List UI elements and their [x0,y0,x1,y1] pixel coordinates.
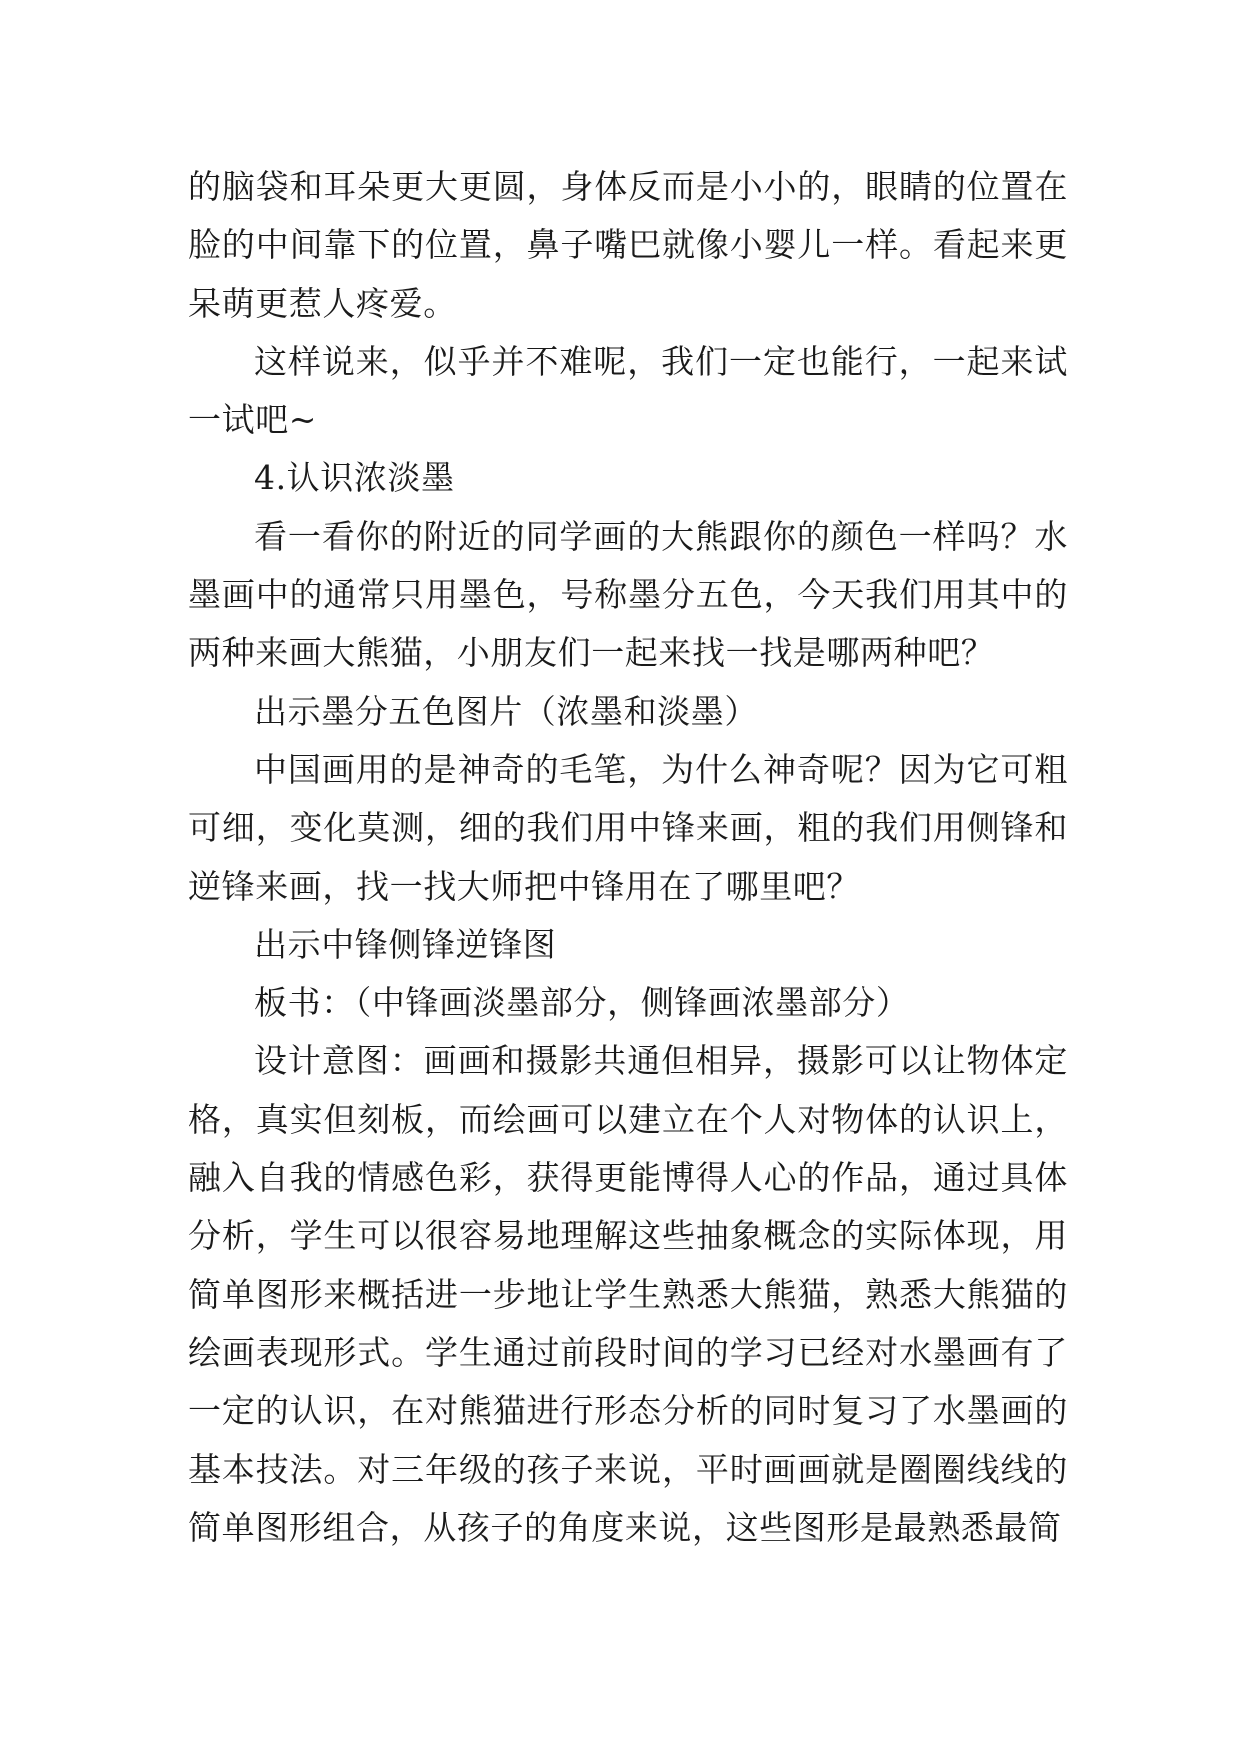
paragraph-design-intent: 设计意图：画画和摄影共通但相异，摄影可以让物体定格，真实但刻板，而绘画可以建立在个人对物体的认识上，融入自我的情感色彩，获得更能博得人心的作品，通过具体分析，学生可以很容易地理解这些抽象概念的实际体现，用简单图形来概括进一步地让学生熟悉大熊猫，熟悉大熊猫的绘画表现形式。学生通过前段时间的学习已经对水墨画有了一定的认识，在对熊猫进行形态分析的同时复习了水墨画的基本技法。对三年级的孩子来说，平时画画就是圈圈线线的简单图形组合，从孩子的角度来说，这些图形是最熟悉最简 [188,1041,1068,1547]
paragraph-try-it: 这样说来，似乎并不难呢，我们一定也能行，一起来试一试吧~ [188,341,1068,440]
paragraph-ink-colors: 看一看你的附近的同学画的大熊跟你的颜色一样吗？水墨画中的通常只用墨色，号称墨分五色，今天我们用其中的两种来画大熊猫，小朋友们一起来找一找是哪两种吧？ [188,516,1068,673]
paragraph-show-brush-image: 出示中锋侧锋逆锋图 [254,924,557,964]
paragraph-brush-techniques: 中国画用的是神奇的毛笔，为什么神奇呢？因为它可粗可细，变化莫测，细的我们用中锋来画，粗的我们用侧锋和逆锋来画，找一找大师把中锋用在了哪里吧？ [188,749,1068,906]
document-body [188,158,1068,1557]
paragraph-panda-proportions: 的脑袋和耳朵更大更圆，身体反而是小小的，眼睛的位置在脸的中间靠下的位置，鼻子嘴巴就像小婴儿一样。看起来更呆萌更惹人疼爱。 [188,167,1068,323]
paragraph-show-ink-image: 出示墨分五色图片（浓墨和淡墨） [254,691,758,731]
paragraph-blackboard-notes: 板书：（中锋画淡墨部分，侧锋画浓墨部分） [254,983,910,1023]
section-heading-ink-shades: 4.认识浓淡墨 [254,458,455,498]
